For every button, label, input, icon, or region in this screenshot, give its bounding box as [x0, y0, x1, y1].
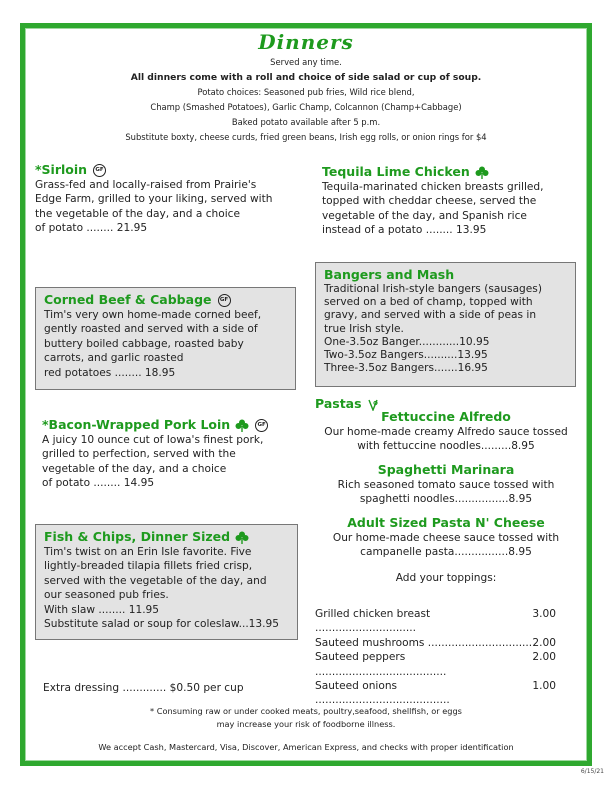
sirloin-item	[35, 162, 300, 236]
potato-choices: Potato choices: Seasoned pub fries, Wild rice blend,	[197, 87, 415, 97]
bangers-name: Bangers and Mash	[324, 267, 455, 282]
tequila-item	[322, 164, 587, 238]
food-warning: * Consuming raw or under cooked meats, poultry,seafood, shellfish, or eggs may increase your risk of foodborne illness.	[150, 706, 462, 729]
mac-cheese-name: Adult Sized Pasta N' Cheese	[347, 514, 545, 530]
toppings-list	[315, 607, 556, 708]
marinara-name: Spaghetti Marinara	[377, 461, 515, 477]
corned-beef-name: Corned Beef & Cabbage GF	[44, 292, 287, 308]
pasta-list	[312, 409, 580, 586]
gluten-free-icon: GF	[218, 294, 231, 307]
tequila-name: Tequila Lime Chicken	[322, 164, 587, 180]
fish-chips-description: Tim's twist on an Erin Isle favorite. Five lightly-breaded tilapia fillets fried crisp, served with the vegetable of the day, and our seasoned pub fries. With slaw ........ 11.95 Substitute salad or soup for coleslaw...13.95	[44, 545, 289, 631]
baked-potato-note: Baked potato available after 5 p.m.	[231, 117, 381, 127]
toppings-heading: Add your toppings:	[395, 572, 497, 585]
fish-chips-name: Fish & Chips, Dinner Sized	[44, 529, 289, 545]
served-note: Served any time.	[270, 57, 342, 67]
topping-row: Grilled chicken breast .............................. 3.00	[315, 608, 556, 635]
shamrock-icon	[475, 166, 489, 179]
corned-beef-description: Tim's very own home-made corned beef, gently roasted and served with a side of buttery boiled cabbage, roasted baby carrots, and garlic roasted red potatoes ........ 18.95	[44, 309, 262, 379]
pork-loin-item	[42, 417, 307, 491]
alfredo-description: Our home-made creamy Alfredo sauce tossed with fettuccine noodles.........8.95	[324, 426, 568, 453]
substitute-note: Substitute boxty, cheese curds, fried green beans, Irish egg rolls, or onion rings for $4	[125, 132, 487, 142]
pastas-heading: Pastas	[315, 396, 380, 412]
menu-intro	[60, 55, 552, 145]
bangers-box	[315, 262, 576, 387]
sirloin-description: Grass-fed and locally-raised from Prairie's Edge Farm, grilled to your liking, served with the vegetable of the day, and a choice of potato ........ 21.95	[35, 179, 273, 235]
topping-row: Sauteed onions ........................................ 1.00	[315, 680, 556, 707]
marinara-description: Rich seasoned tomato sauce tossed with spaghetti noodles................8.95	[337, 478, 555, 506]
pork-loin-description: A juicy 10 ounce cut of Iowa's finest pork, grilled to perfection, served with the vegetable of the day, and a choice of potato ........ 14.95	[42, 434, 264, 490]
extra-dressing: Extra dressing ............. $0.50 per cup	[43, 682, 244, 694]
gluten-free-icon: GF	[255, 419, 268, 432]
bangers-description: Traditional Irish-style bangers (sausages) served on a bed of champ, topped with gravy, and served with a side of peas in true Irish style. One-3.5oz Banger............10.95 Two-3.5oz Bangers..........13.95 Three-3.5oz Bangers.......16.95	[324, 283, 567, 375]
mac-cheese-description: Our home-made cheese sauce tossed with campanelle pasta................8.95	[332, 531, 560, 559]
page-title: Dinners	[258, 30, 354, 54]
tequila-description: Tequila-marinated chicken breasts grilled, topped with cheddar cheese, served the vegetable of the day, and Spanish rice instead of a potato ........ 13.95	[322, 181, 544, 237]
corned-beef-box	[35, 287, 296, 390]
payment-methods: We accept Cash, Mastercard, Visa, Discover, American Express, and checks with proper identification	[98, 742, 514, 752]
topping-row: Sauteed mushrooms ............................... 2.00	[315, 636, 556, 649]
gluten-free-icon: GF	[93, 164, 106, 177]
revision-date: 6/15/21	[580, 768, 604, 775]
bangers-price-two: Two-3.5oz Bangers..........13.95	[324, 349, 488, 362]
potato-choices-cont: Champ (Smashed Potatoes), Garlic Champ, Colcannon (Champ+Cabbage)	[150, 102, 462, 112]
shamrock-icon	[235, 531, 249, 544]
fish-chips-box	[35, 524, 298, 640]
fish-price-substitute: Substitute salad or soup for coleslaw...13.95	[44, 618, 280, 631]
topping-row: Sauteed peppers ....................................... 2.00	[315, 651, 556, 678]
fish-price-slaw: With slaw ........ 11.95	[44, 603, 160, 616]
pork-loin-name: *Bacon-Wrapped Pork Loin GF	[42, 417, 307, 433]
shamrock-icon	[235, 419, 249, 432]
alfredo-name: Fettuccine Alfredo	[381, 409, 511, 424]
bangers-price-one: One-3.5oz Banger............10.95	[324, 335, 490, 348]
sirloin-name: *Sirloin GF	[35, 162, 300, 178]
dinner-includes: All dinners come with a roll and choice of side salad or cup of soup.	[130, 72, 482, 83]
bangers-price-three: Three-3.5oz Bangers.......16.95	[324, 362, 488, 375]
